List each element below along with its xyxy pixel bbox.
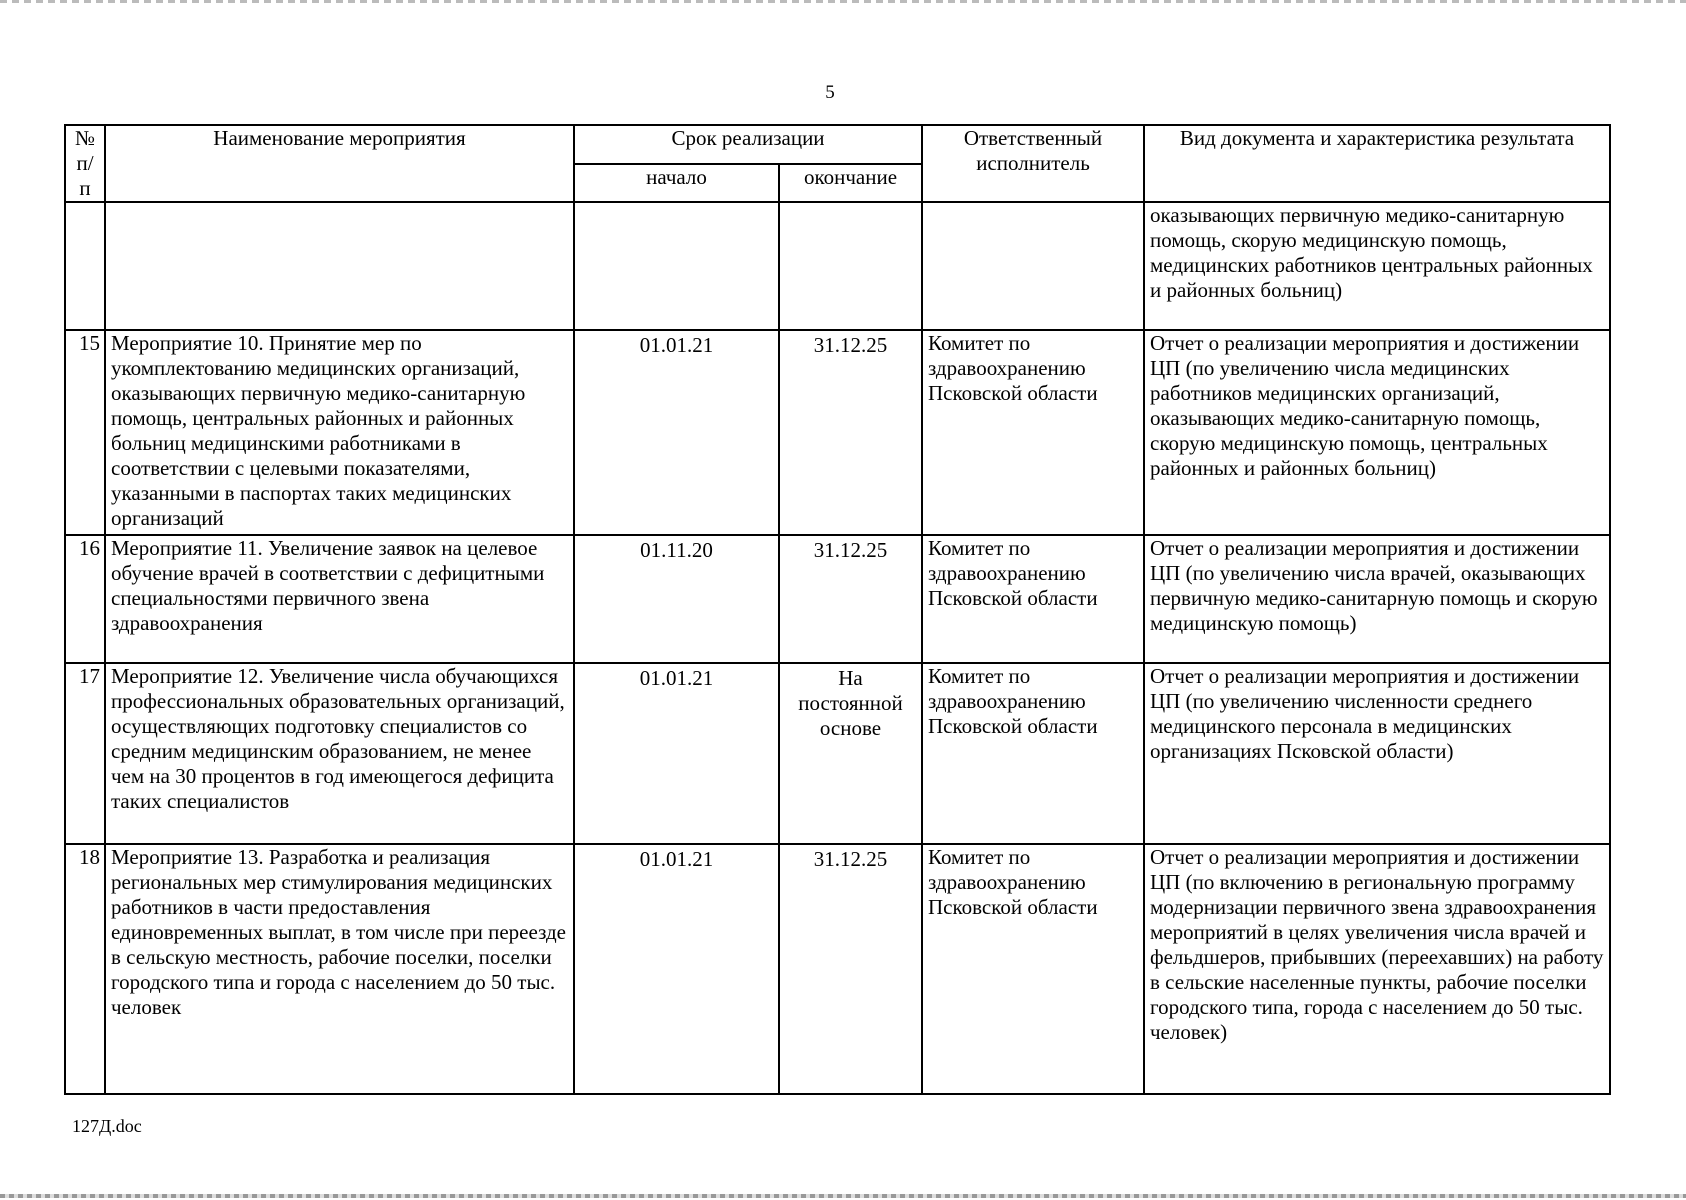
row-result: Отчет о реализации мероприятия и достижении ЦП (по увеличению численности среднего медицинского персонала в медицинских организациях Псковской области) [1144, 663, 1610, 844]
table-row [65, 330, 1610, 535]
scan-edge-bottom [0, 1194, 1686, 1198]
row-start [574, 202, 779, 330]
file-name: 127Д.doc [72, 1116, 142, 1136]
row-num: 16 [65, 535, 105, 663]
row-num: 15 [65, 330, 105, 535]
header-name: Наименование мероприятия [105, 125, 574, 202]
header-num: № п/п [65, 125, 105, 202]
measures-table [64, 124, 1611, 1095]
row-name [105, 202, 574, 330]
header-row [65, 125, 1610, 164]
row-name: Мероприятие 10. Принятие мер по укомплектованию медицинских организаций, оказывающих первичную медико-санитарную помощь, центральных районных и районных больниц медицинскими работниками в соответствии с целевыми показателями, указанными в паспортах таких медицинских организаций [105, 330, 574, 535]
row-executor: Комитет по здравоохранению Псковской области [922, 330, 1144, 535]
row-result: Отчет о реализации мероприятия и достижении ЦП (по увеличению числа медицинских работников медицинских организаций, оказывающих медико-санитарную помощь, скорую медицинскую помощь, центральных районных и районных больниц) [1144, 330, 1610, 535]
header-end: окончание [779, 164, 922, 202]
table-row [65, 844, 1610, 1094]
row-executor: Комитет по здравоохранению Псковской области [922, 535, 1144, 663]
row-end [779, 202, 922, 330]
row-num [65, 202, 105, 330]
table-row [65, 535, 1610, 663]
row-end: 31.12.25 [779, 330, 922, 535]
table-row [65, 663, 1610, 844]
table-row-continuation [65, 202, 1610, 330]
row-name: Мероприятие 13. Разработка и реализация региональных мер стимулирования медицинских работников в части предоставления единовременных выплат, в том числе при переезде в сельскую местность, рабочие поселки, поселки городского типа и города с населением до 50 тыс. человек [105, 844, 574, 1094]
page-number: 5 [825, 82, 835, 103]
row-end: 31.12.25 [779, 535, 922, 663]
row-executor [922, 202, 1144, 330]
row-executor: Комитет по здравоохранению Псковской области [922, 844, 1144, 1094]
header-result: Вид документа и характеристика результата [1144, 125, 1610, 202]
row-result: Отчет о реализации мероприятия и достижении ЦП (по увеличению числа врачей, оказывающих первичную медико-санитарную помощь и скорую медицинскую помощь) [1144, 535, 1610, 663]
header-period: Срок реализации [574, 125, 922, 164]
row-start: 01.01.21 [574, 663, 779, 844]
row-executor: Комитет по здравоохранению Псковской области [922, 663, 1144, 844]
row-end: 31.12.25 [779, 844, 922, 1094]
row-name: Мероприятие 11. Увеличение заявок на целевое обучение врачей в соответствии с дефицитными специальностями первичного звена здравоохранения [105, 535, 574, 663]
row-result: оказывающих первичную медико-санитарную помощь, скорую медицинскую помощь, медицинских работников центральных районных и районных больниц) [1144, 202, 1610, 330]
row-name: Мероприятие 12. Увеличение числа обучающихся профессиональных образовательных организаций, осуществляющих подготовку специалистов со средним медицинским образованием, не менее чем на 30 процентов в год имеющегося дефицита таких специалистов [105, 663, 574, 844]
row-result: Отчет о реализации мероприятия и достижении ЦП (по включению в региональную программу модернизации первичного звена здравоохранения мероприятий в целях увеличения числа врачей и фельдшеров, прибывших (переехавших) на работу в сельские населенные пункты, рабочие поселки городского типа, города с населением до 50 тыс. человек) [1144, 844, 1610, 1094]
row-start: 01.01.21 [574, 844, 779, 1094]
header-start: начало [574, 164, 779, 202]
row-end: На постоянной основе [779, 663, 922, 844]
row-start: 01.01.21 [574, 330, 779, 535]
header-executor: Ответственный исполнитель [922, 125, 1144, 202]
scan-edge-top [0, 0, 1686, 3]
row-num: 17 [65, 663, 105, 844]
row-start: 01.11.20 [574, 535, 779, 663]
row-num: 18 [65, 844, 105, 1094]
